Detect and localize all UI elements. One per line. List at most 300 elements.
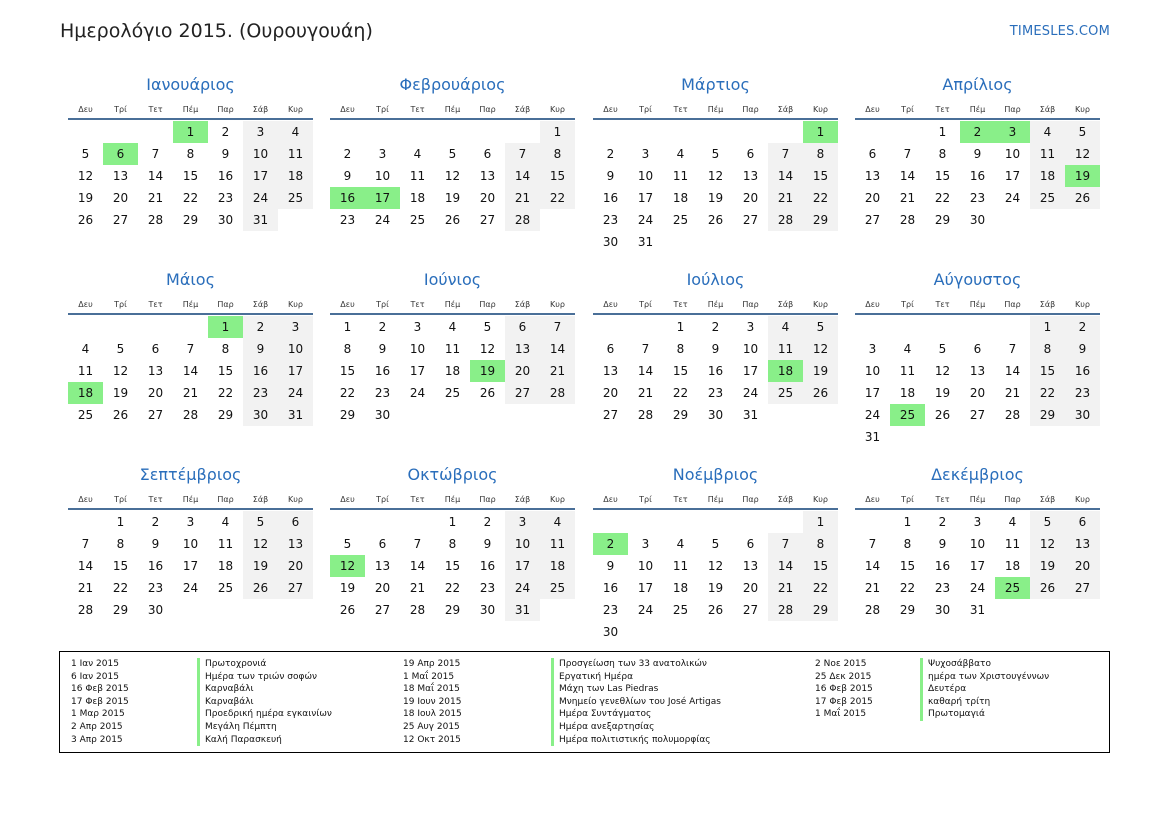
holiday-day: 25: [890, 404, 925, 426]
day: 6: [151, 342, 160, 356]
holiday-day: 12: [330, 555, 365, 577]
day-grid: [593, 121, 838, 253]
day: 12: [479, 342, 496, 356]
day: 17: [637, 191, 654, 205]
day: 10: [864, 364, 881, 378]
day: 20: [1065, 555, 1100, 577]
weekday-label: Πέμ: [182, 299, 199, 309]
empty-cell: [855, 511, 890, 533]
empty-cell: [628, 121, 663, 143]
month-name: Ιούνιος: [423, 270, 482, 289]
day: 9: [151, 537, 160, 551]
day: 3: [746, 320, 755, 334]
day: 30: [1065, 404, 1100, 426]
day: 18: [278, 165, 313, 187]
day: 30: [243, 404, 278, 426]
day: 30: [602, 625, 619, 639]
day: 16: [147, 559, 164, 573]
weekday-label: Τετ: [410, 494, 425, 504]
day: 11: [899, 364, 916, 378]
weekday-label: Τρί: [376, 104, 389, 114]
day: 13: [969, 364, 986, 378]
day: 26: [243, 577, 278, 599]
weekday-label: Τρί: [376, 494, 389, 504]
day: 8: [343, 342, 352, 356]
day: 26: [339, 603, 356, 617]
day: 5: [116, 342, 125, 356]
day: 5: [448, 147, 457, 161]
day: 1: [938, 125, 947, 139]
day: 16: [1065, 360, 1100, 382]
day: 28: [147, 213, 164, 227]
day: 23: [707, 386, 724, 400]
day: 13: [505, 338, 540, 360]
day: 4: [81, 342, 90, 356]
day: 18: [1004, 559, 1021, 573]
day: 15: [217, 364, 234, 378]
weekday-label: Πέμ: [707, 104, 724, 114]
day: 11: [278, 143, 313, 165]
day: 11: [409, 169, 426, 183]
empty-cell: [470, 121, 505, 143]
day: 21: [147, 191, 164, 205]
day: 15: [182, 169, 199, 183]
month-name: Μάιος: [166, 270, 215, 289]
holiday-date: 1 Μαΐ 2015: [815, 709, 867, 720]
empty-cell: [173, 316, 208, 338]
empty-cell: [593, 121, 628, 143]
day: 25: [672, 213, 689, 227]
weekday-label: Παρ: [217, 104, 234, 114]
day: 4: [676, 147, 685, 161]
day: 17: [278, 360, 313, 382]
day: 24: [243, 187, 278, 209]
day: 18: [1030, 165, 1065, 187]
day: 10: [182, 537, 199, 551]
day: 19: [112, 386, 129, 400]
weekday-label: Τρί: [639, 104, 652, 114]
day: 16: [969, 169, 986, 183]
weekday-label: Δευ: [865, 494, 880, 504]
day: 3: [868, 342, 877, 356]
day: 27: [505, 382, 540, 404]
empty-cell: [890, 121, 925, 143]
day: 10: [1004, 147, 1021, 161]
month-9: [68, 460, 313, 621]
empty-cell: [68, 121, 103, 143]
day: 28: [182, 408, 199, 422]
day: 10: [409, 342, 426, 356]
empty-cell: [103, 316, 138, 338]
day: 29: [803, 209, 838, 231]
day: 29: [803, 599, 838, 621]
day: 2: [243, 316, 278, 338]
day: 1: [1030, 316, 1065, 338]
day: 11: [444, 342, 461, 356]
day: 23: [1065, 382, 1100, 404]
empty-cell: [663, 121, 698, 143]
day: 30: [147, 603, 164, 617]
empty-cell: [925, 316, 960, 338]
day: 8: [1030, 338, 1065, 360]
day: 16: [934, 559, 951, 573]
empty-cell: [330, 121, 365, 143]
day: 28: [768, 599, 803, 621]
holiday-date: 1 Μαΐ 2015: [403, 671, 455, 682]
day: 7: [903, 147, 912, 161]
day: 25: [77, 408, 94, 422]
day: 7: [768, 533, 803, 555]
holiday-name: Καρναβάλι: [197, 683, 332, 696]
empty-cell: [663, 511, 698, 533]
day: 23: [374, 386, 391, 400]
day: 24: [374, 213, 391, 227]
day: 17: [637, 581, 654, 595]
day: 25: [672, 603, 689, 617]
day: 21: [768, 187, 803, 209]
day: 10: [742, 342, 759, 356]
day: 1: [448, 515, 457, 529]
day: 19: [444, 191, 461, 205]
weekday-label: Δευ: [603, 104, 618, 114]
weekday-label: Πέμ: [969, 104, 986, 114]
holiday-date: 3 Απρ 2015: [71, 734, 123, 745]
day: 31: [243, 209, 278, 231]
month-name: Ιανουάριος: [146, 75, 235, 94]
holiday-day: 1: [803, 121, 838, 143]
day-grid: [330, 316, 575, 426]
month-name: Απρίλιος: [942, 75, 1013, 94]
day: 4: [676, 537, 685, 551]
day: 21: [77, 581, 94, 595]
day: 4: [221, 515, 230, 529]
holiday-date: 18 Ιουλ 2015: [403, 709, 462, 720]
day: 4: [448, 320, 457, 334]
holiday-dates-col-2: [403, 658, 462, 746]
empty-cell: [68, 511, 103, 533]
weekday-label: Δευ: [340, 299, 355, 309]
day-grid: [68, 121, 313, 231]
day: 8: [116, 537, 125, 551]
day: 22: [444, 581, 461, 595]
day: 3: [378, 147, 387, 161]
day: 11: [1004, 537, 1021, 551]
weekday-label: Παρ: [1004, 299, 1021, 309]
weekday-label: Δευ: [603, 494, 618, 504]
day: 5: [343, 537, 352, 551]
day: 20: [278, 555, 313, 577]
month-name: Σεπτέμβριος: [139, 465, 242, 484]
day: 24: [637, 213, 654, 227]
site-link[interactable]: TIMESLES.COM: [1009, 24, 1110, 39]
day: 13: [374, 559, 391, 573]
day: 22: [672, 386, 689, 400]
holiday-day: 6: [103, 143, 138, 165]
day: 18: [444, 364, 461, 378]
day: 22: [339, 386, 356, 400]
day: 20: [864, 191, 881, 205]
day: 27: [479, 213, 496, 227]
weekday-label: Κυρ: [813, 299, 828, 309]
holiday-name: Προεδρική ημέρα εγκαινίων: [197, 708, 332, 721]
day: 21: [637, 386, 654, 400]
holiday-date: 1 Ιαν 2015: [71, 659, 119, 669]
holiday-name: Καλή Παρασκευή: [197, 734, 332, 747]
day: 11: [217, 537, 234, 551]
day: 16: [707, 364, 724, 378]
holiday-dates-col-1: [71, 658, 129, 746]
month-6: [330, 265, 575, 426]
day: 4: [768, 316, 803, 338]
weekday-label: Κυρ: [813, 104, 828, 114]
month-name: Ιούλιος: [686, 270, 745, 289]
weekday-label: Σάβ: [777, 104, 794, 114]
day: 22: [182, 191, 199, 205]
day: 7: [868, 537, 877, 551]
day: 28: [540, 382, 575, 404]
day: 30: [707, 408, 724, 422]
day: 12: [77, 169, 94, 183]
empty-cell: [855, 121, 890, 143]
empty-cell: [593, 316, 628, 338]
day: 27: [969, 408, 986, 422]
day: 21: [864, 581, 881, 595]
day: 22: [217, 386, 234, 400]
weekday-label: Κυρ: [288, 494, 303, 504]
day: 17: [864, 386, 881, 400]
day: 13: [742, 169, 759, 183]
day: 17: [409, 364, 426, 378]
day-grid: [855, 121, 1100, 231]
holiday-name: Καρναβάλι: [197, 696, 332, 709]
month-name: Αύγουστος: [933, 270, 1022, 289]
weekday-label: Τετ: [935, 104, 950, 114]
day-grid: [855, 511, 1100, 621]
day: 9: [938, 537, 947, 551]
day: 17: [243, 165, 278, 187]
weekday-label: Σάβ: [514, 104, 531, 114]
empty-cell: [995, 316, 1030, 338]
empty-cell: [365, 511, 400, 533]
day: 20: [479, 191, 496, 205]
holiday-date: 25 Αυγ 2015: [403, 721, 460, 732]
weekday-label: Σάβ: [252, 299, 269, 309]
day: 19: [934, 386, 951, 400]
day: 9: [221, 147, 230, 161]
day: 20: [602, 386, 619, 400]
empty-cell: [400, 511, 435, 533]
weekday-label: Παρ: [742, 104, 759, 114]
day: 20: [505, 360, 540, 382]
day: 3: [186, 515, 195, 529]
weekday-label: Παρ: [742, 299, 759, 309]
day: 25: [1030, 187, 1065, 209]
day: 25: [540, 577, 575, 599]
holiday-date: 1 Μαρ 2015: [71, 709, 125, 720]
day: 16: [602, 191, 619, 205]
day: 7: [413, 537, 422, 551]
weekday-header: [330, 100, 575, 120]
month-4: [855, 70, 1100, 231]
day: 12: [707, 559, 724, 573]
day: 23: [969, 191, 986, 205]
day: 15: [1030, 360, 1065, 382]
empty-cell: [733, 121, 768, 143]
day: 26: [479, 386, 496, 400]
day: 7: [540, 316, 575, 338]
weekday-label: Τρί: [901, 104, 914, 114]
day: 28: [864, 603, 881, 617]
holiday-day: 18: [68, 382, 103, 404]
day: 3: [505, 511, 540, 533]
day: 2: [378, 320, 387, 334]
day: 12: [1065, 143, 1100, 165]
weekday-label: Παρ: [479, 104, 496, 114]
day: 20: [147, 386, 164, 400]
day: 28: [899, 213, 916, 227]
day: 16: [479, 559, 496, 573]
holiday-day: 3: [995, 121, 1030, 143]
empty-cell: [68, 316, 103, 338]
month-name: Μάρτιος: [681, 75, 750, 94]
day: 7: [505, 143, 540, 165]
weekday-label: Τετ: [935, 494, 950, 504]
weekday-label: Τρί: [114, 494, 127, 504]
day: 20: [112, 191, 129, 205]
weekday-label: Τετ: [148, 104, 163, 114]
day: 29: [934, 213, 951, 227]
day: 25: [409, 213, 426, 227]
day: 12: [934, 364, 951, 378]
day: 6: [378, 537, 387, 551]
day: 22: [112, 581, 129, 595]
day: 5: [938, 342, 947, 356]
weekday-label: Κυρ: [550, 494, 565, 504]
day: 30: [217, 213, 234, 227]
empty-cell: [138, 121, 173, 143]
weekday-label: Παρ: [742, 494, 759, 504]
day: 17: [505, 555, 540, 577]
weekday-label: Δευ: [865, 299, 880, 309]
day: 7: [768, 143, 803, 165]
month-3: [593, 70, 838, 253]
day: 24: [278, 382, 313, 404]
holiday-date: 12 Οκτ 2015: [403, 734, 461, 745]
day: 26: [77, 213, 94, 227]
day: 13: [742, 559, 759, 573]
day: 13: [602, 364, 619, 378]
day: 11: [540, 533, 575, 555]
day: 29: [899, 603, 916, 617]
day-grid: [593, 511, 838, 643]
day: 27: [864, 213, 881, 227]
day: 16: [602, 581, 619, 595]
day: 24: [864, 408, 881, 422]
empty-cell: [505, 121, 540, 143]
weekday-label: Τετ: [673, 104, 688, 114]
weekday-label: Τρί: [901, 494, 914, 504]
day: 21: [182, 386, 199, 400]
day: 24: [637, 603, 654, 617]
weekday-header: [855, 490, 1100, 510]
weekday-header: [593, 490, 838, 510]
weekday-label: Σάβ: [514, 494, 531, 504]
day: 13: [278, 533, 313, 555]
day: 11: [77, 364, 94, 378]
holiday-date: 19 Απρ 2015: [403, 659, 461, 669]
holiday-names-col-3: [920, 658, 1049, 721]
day: 27: [742, 213, 759, 227]
day: 4: [278, 121, 313, 143]
weekday-label: Κυρ: [550, 299, 565, 309]
day: 4: [1008, 515, 1017, 529]
day: 14: [540, 338, 575, 360]
empty-cell: [435, 121, 470, 143]
weekday-label: Παρ: [479, 494, 496, 504]
holiday-name: Προσγείωση των 33 ανατολικών: [551, 658, 721, 671]
day: 10: [505, 533, 540, 555]
weekday-label: Τρί: [376, 299, 389, 309]
weekday-label: Τετ: [673, 494, 688, 504]
day: 26: [1065, 187, 1100, 209]
day: 20: [374, 581, 391, 595]
day: 29: [1030, 404, 1065, 426]
day: 9: [606, 169, 615, 183]
day: 21: [505, 187, 540, 209]
day: 4: [540, 511, 575, 533]
day: 15: [540, 165, 575, 187]
weekday-label: Κυρ: [1075, 104, 1090, 114]
day: 14: [1004, 364, 1021, 378]
day: 16: [243, 360, 278, 382]
day: 15: [803, 165, 838, 187]
weekday-label: Σάβ: [1039, 299, 1056, 309]
day: 14: [637, 364, 654, 378]
empty-cell: [330, 511, 365, 533]
day: 25: [768, 382, 803, 404]
day: 8: [803, 533, 838, 555]
day: 11: [1030, 143, 1065, 165]
weekday-label: Πέμ: [182, 104, 199, 114]
weekday-label: Πέμ: [707, 494, 724, 504]
day: 7: [641, 342, 650, 356]
empty-cell: [960, 316, 995, 338]
day: 25: [444, 386, 461, 400]
day: 24: [505, 577, 540, 599]
empty-cell: [628, 316, 663, 338]
day: 31: [864, 430, 881, 444]
empty-cell: [768, 121, 803, 143]
day: 5: [243, 511, 278, 533]
day: 26: [934, 408, 951, 422]
holiday-day: 18: [768, 360, 803, 382]
day: 31: [742, 408, 759, 422]
weekday-label: Παρ: [1004, 104, 1021, 114]
day: 8: [676, 342, 685, 356]
month-5: [68, 265, 313, 426]
weekday-label: Δευ: [340, 104, 355, 114]
weekday-label: Παρ: [479, 299, 496, 309]
holiday-day: 25: [995, 577, 1030, 599]
month-name: Δεκέμβριος: [931, 465, 1024, 484]
weekday-label: Τετ: [673, 299, 688, 309]
day: 18: [217, 559, 234, 573]
day: 10: [637, 559, 654, 573]
holiday-date: 25 Δεκ 2015: [815, 671, 872, 682]
day: 28: [637, 408, 654, 422]
day: 2: [221, 125, 230, 139]
day: 24: [409, 386, 426, 400]
